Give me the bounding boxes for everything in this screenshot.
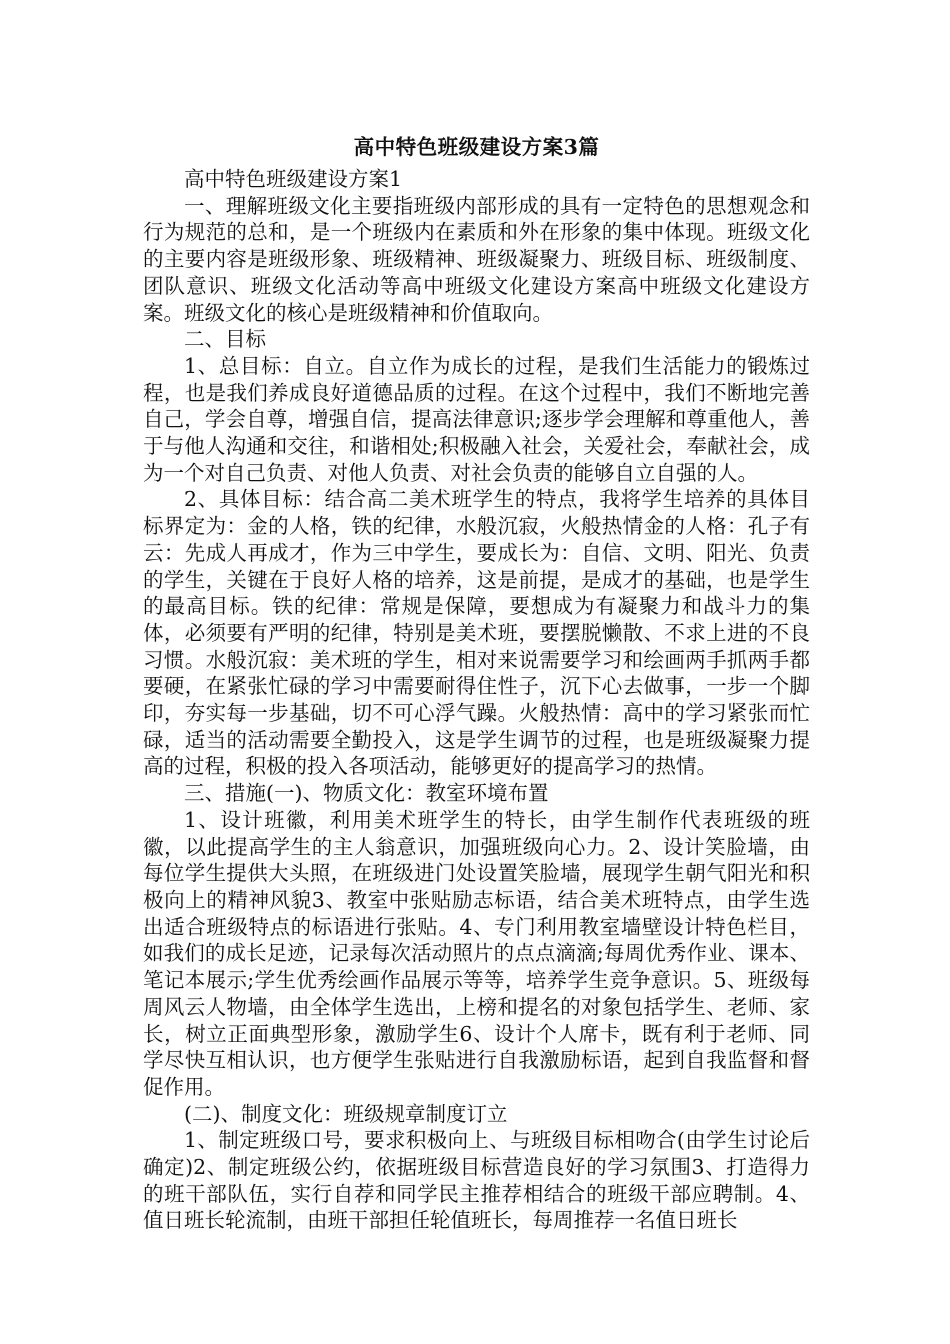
section-heading-goals: 二、目标 — [184, 327, 266, 352]
paragraph-class-rules: 1、制定班级口号，要求积极向上、与班级目标相吻合(由学生讨论后确定)2、制定班级公约，依据班级目标营造良好的学习氛围3、打造得力的班干部队伍，实行自荐和同学民主推荐相结合的班级干部应聘制。4、值日班长轮流制，由班干部担任轮值班长，每周推荐一名值日班长 — [143, 1128, 810, 1233]
paragraph-subtitle: 高中特色班级建设方案1 — [184, 167, 403, 191]
document-page — [143, 130, 810, 1234]
paragraph-material-culture: 1、设计班徽，利用美术班学生的特长，由学生制作代表班级的班徽，以此提高学生的主人翁意识，加强班级向心力。2、设计笑脸墙，由每位学生提供大头照，在班级进门处设置笑脸墙，展现学生朝气阳光和积极向上的精神风貌3、教室中张贴励志标语，结合美术班特点，由学生选出适合班级特点的标语进行张贴。4、专门利用教室墙壁设计特色栏目，如我们的成长足迹，记录每次活动照片的点点滴滴;每周优秀作业、课本、笔记本展示;学生优秀绘画作品展示等等，培养学生竞争意识。5、班级每周风云人物墙，由全体学生选出，上榜和提名的对象包括学生、老师、家长，树立正面典型形象，激励学生6、设计个人席卡，既有利于老师、同学尽快互相认识，也方便学生张贴进行自我激励标语，起到自我监督和督促作用。 — [143, 807, 810, 1099]
section-heading-measures: 三、措施(一)、物质文化：教室环境布置 — [184, 781, 549, 806]
paragraph-specific-goal: 2、具体目标：结合高二美术班学生的特点，我将学生培养的具体目标界定为：金的人格，铁的纪律，水般沉寂，火般热情金的人格：孔子有云：先成人再成才，作为三中学生，要成长为：自信、文明、阳光、负责的学生，关键在于良好人格的培养，这是前提，是成才的基础，也是学生的最高目标。铁的纪律：常规是保障，要想成为有凝聚力和战斗力的集体，必须要有严明的纪律，特别是美术班，要摆脱懒散、不求上进的不良习惯。水般沉寂：美术班的学生，相对来说需要学习和绘画两手抓两手都要硬，在紧张忙碌的学习中需要耐得住性子，沉下心去做事，一步一个脚印，夯实每一步基础，切不可心浮气躁。火般热情：高中的学习紧张而忙碌，适当的活动需要全勤投入，这是学生调节的过程，也是班级凝聚力提高的过程，积极的投入各项活动，能够更好的提高学习的热情。 — [143, 487, 810, 779]
paragraph-overall-goal: 1、总目标：自立。自立作为成长的过程，是我们生活能力的锻炼过程，也是我们养成良好道德品质的过程。在这个过程中，我们不断地完善自己，学会自尊，增强自信，提高法律意识;逐步学会理解和尊重他人，善于与他人沟通和交往，和谐相处;积极融入社会，关爱社会，奉献社会，成为一个对自己负责、对他人负责、对社会负责的能够自立自强的人。 — [143, 353, 810, 485]
document-title: 高中特色班级建设方案3篇 — [353, 135, 600, 159]
paragraph-understanding: 一、理解班级文化主要指班级内部形成的具有一定特色的思想观念和行为规范的总和，是一个班级内在素质和外在形象的集中体现。班级文化的主要内容是班级形象、班级精神、班级凝聚力、班级目标、班级制度、团队意识、班级文化活动等高中班级文化建设方案高中班级文化建设方案。班级文化的核心是班级精神和价值取向。 — [143, 193, 810, 325]
section-heading-system-culture: (二)、制度文化：班级规章制度订立 — [184, 1101, 508, 1126]
